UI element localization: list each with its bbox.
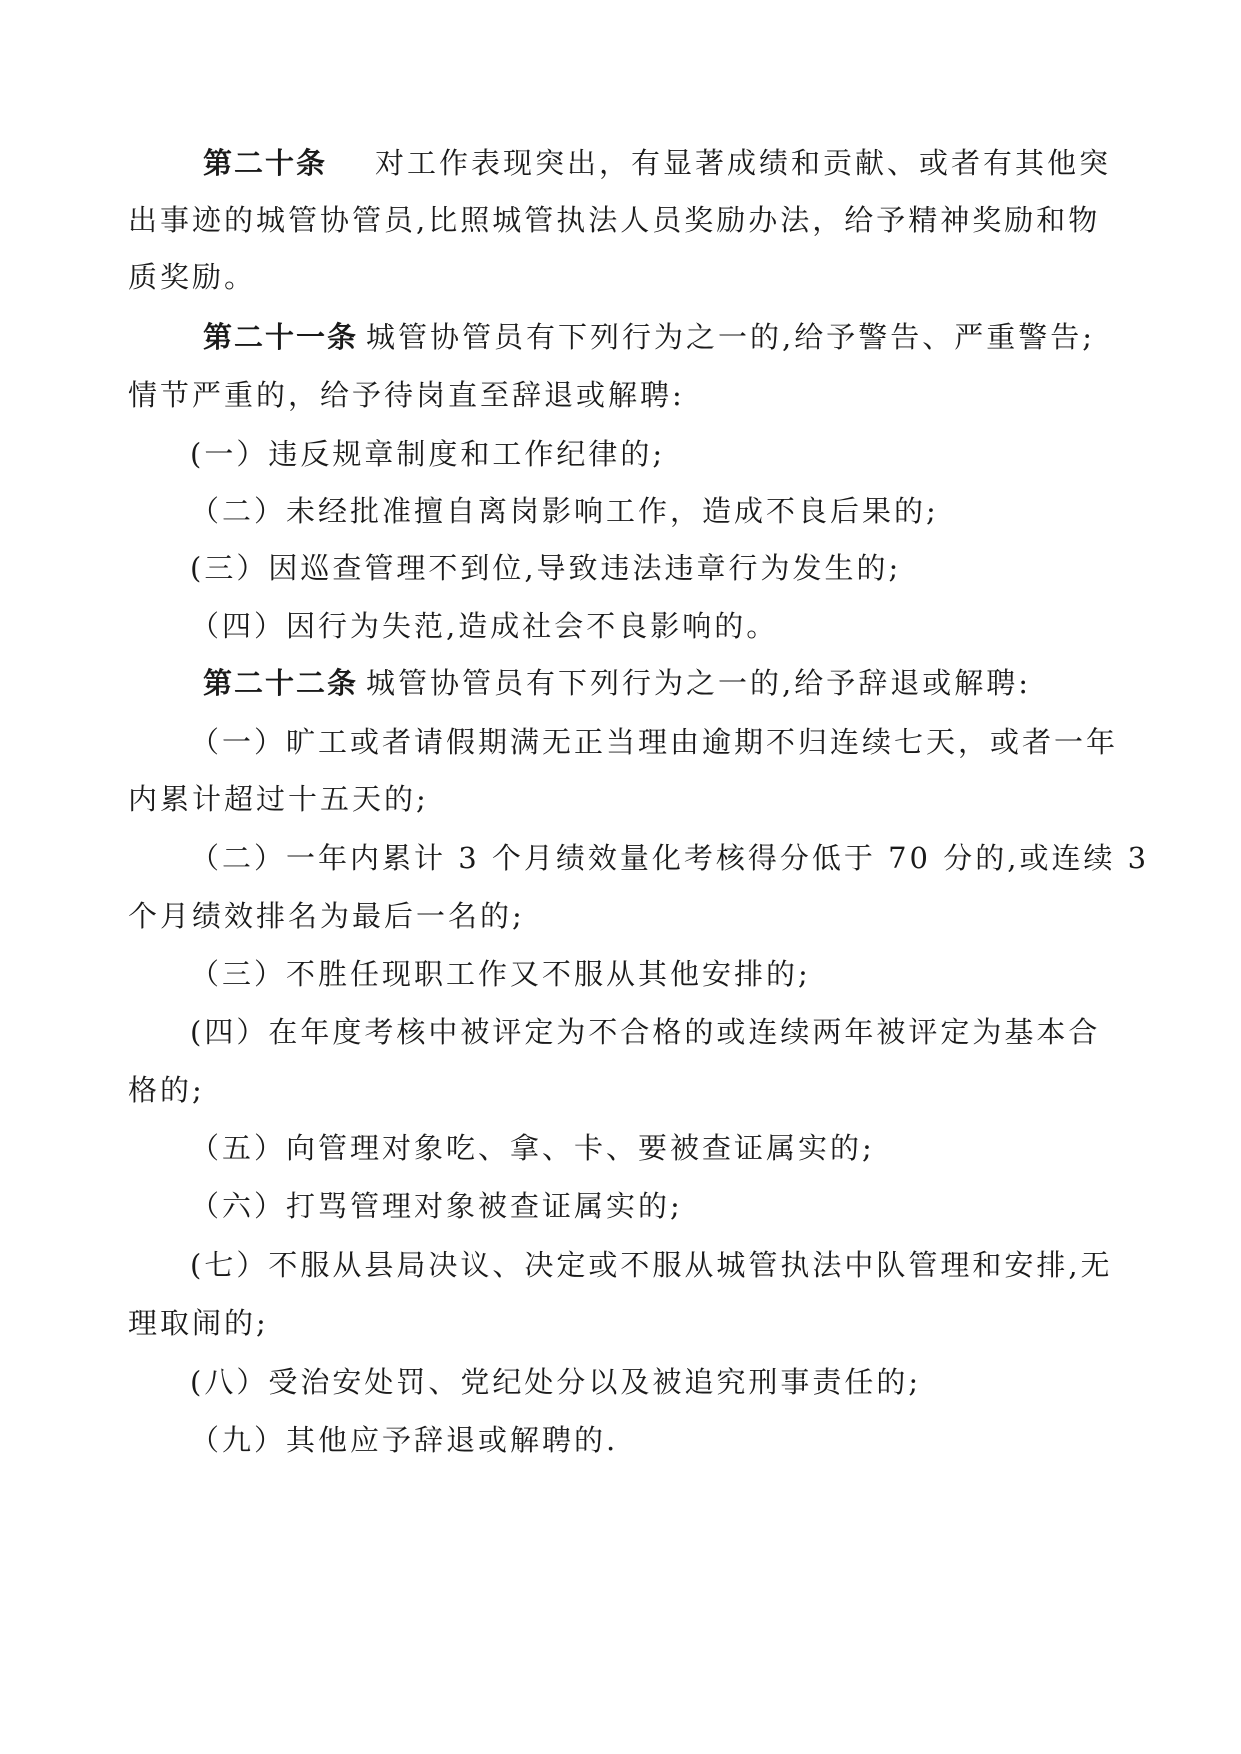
article-21-item-1: (一）违反规章制度和工作纪律的; — [190, 437, 666, 471]
article-20-line-2: 出事迹的城管协管员,比照城管执法人员奖励办法，给予精神奖励和物 — [128, 203, 1101, 237]
article-22-item-9: （九）其他应予辞退或解聘的. — [190, 1423, 619, 1457]
article-21-item-4: （四）因行为失范,造成社会不良影响的。 — [190, 609, 779, 643]
article-22-item-4-line-2: 格的; — [128, 1073, 205, 1107]
article-21-line-2: 情节严重的，给予待岗直至辞退或解聘: — [128, 378, 685, 412]
article-20-line-1 — [203, 136, 1111, 190]
article-22-heading: 第二十二条 — [203, 666, 359, 700]
article-22-item-6: （六）打骂管理对象被查证属实的; — [190, 1189, 683, 1223]
article-21-heading: 第二十一条 — [203, 320, 359, 354]
article-22-text-1: 城管协管员有下列行为之一的,给予辞退或解聘: — [366, 666, 1032, 700]
article-22-item-5: （五）向管理对象吃、拿、卡、要被查证属实的; — [190, 1131, 875, 1165]
article-21-line-1 — [203, 310, 1095, 364]
article-21-text-1: 城管协管员有下列行为之一的,给予警告、严重警告; — [366, 320, 1096, 354]
article-22-item-1-line-1: （一）旷工或者请假期满无正当理由逾期不归连续七天，或者一年 — [190, 725, 1119, 759]
article-22-item-7-line-1: (七）不服从县局决议、决定或不服从城管执法中队管理和安排,无 — [190, 1248, 1113, 1282]
article-22-line-1 — [203, 656, 1031, 710]
article-20-line-3: 质奖励。 — [128, 260, 257, 294]
article-20-text-1: 对工作表现突出，有显著成绩和贡献、或者有其他突 — [375, 146, 1112, 180]
article-22-item-2-line-1: （二）一年内累计 3 个月绩效量化考核得分低于 70 分的,或连续 3 — [190, 841, 1150, 875]
article-20-heading: 第二十条 — [203, 146, 328, 180]
article-22-item-3: （三）不胜任现职工作又不服从其他安排的; — [190, 957, 811, 991]
article-21-item-2: （二）未经批准擅自离岗影响工作，造成不良后果的; — [190, 494, 939, 528]
article-22-item-7-line-2: 理取闹的; — [128, 1306, 269, 1340]
article-22-item-4-line-1: (四）在年度考核中被评定为不合格的或连续两年被评定为基本合 — [190, 1015, 1101, 1049]
article-22-item-1-line-2: 内累计超过十五天的; — [128, 782, 429, 816]
article-21-item-3: (三）因巡查管理不到位,导致违法违章行为发生的; — [190, 551, 902, 585]
article-22-item-8: (八）受治安处罚、党纪处分以及被追究刑事责任的; — [190, 1365, 922, 1399]
article-22-item-2-line-2: 个月绩效排名为最后一名的; — [128, 899, 525, 933]
